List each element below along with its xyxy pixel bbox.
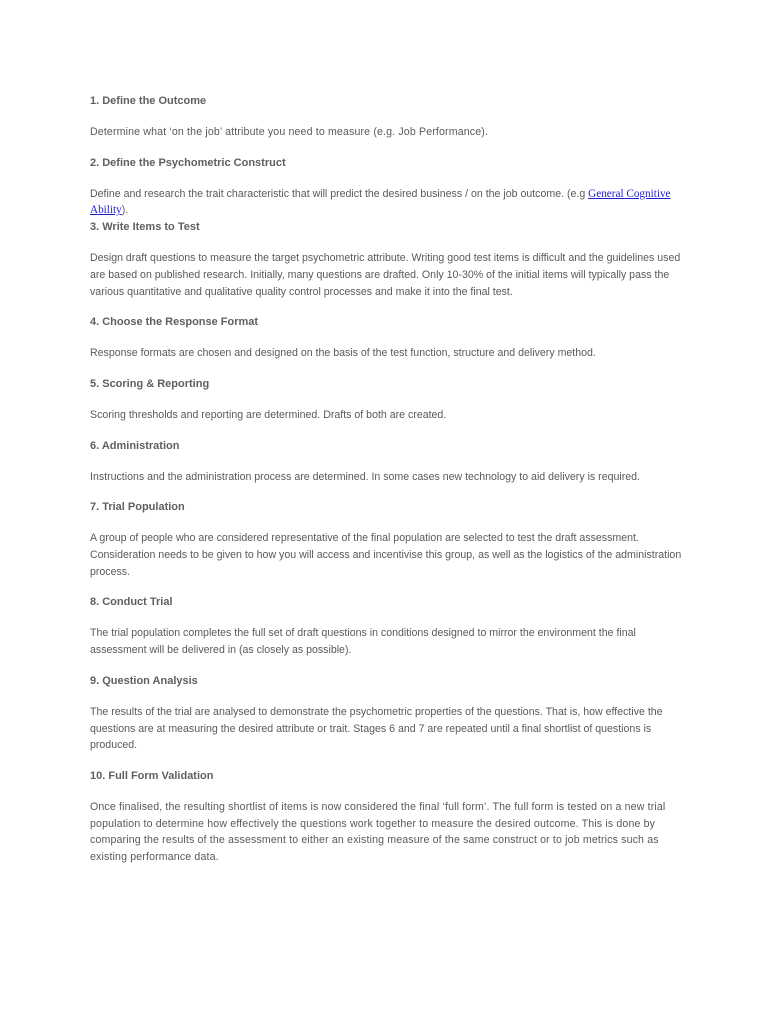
para-psychometric-construct [90,186,682,219]
para-construct-text-before: Define and research the trait characteristic that will predict the desired business / on the job outcome. (e.g [90,187,589,200]
para-construct-text-after: ). [121,204,129,217]
heading-define-outcome: 1. Define the Outcome [90,95,207,107]
heading-scoring-reporting: 5. Scoring & Reporting [90,377,210,390]
heading-question-analysis: 9. Question Analysis [90,674,198,687]
para-administration: Instructions and the administration process are determined. In some cases new technology to aid delivery is required. [90,470,640,483]
heading-response-format: 4. Choose the Response Format [90,316,259,329]
para-scoring-reporting: Scoring thresholds and reporting are determined. Drafts of both are created. [90,408,447,421]
heading-psychometric-construct: 2. Define the Psychometric Construct [90,156,286,169]
heading-trial-population: 7. Trial Population [90,501,185,514]
heading-administration: 6. Administration [90,439,180,452]
para-trial-population: A group of people who are considered representative of the final population are selected to test the draft assessment. Consideration needs to be given to how you will access and incentivise this group, as well as the logistics of the administration process. [90,532,682,578]
para-full-form-validation: Once finalised, the resulting shortlist of items is now considered the final ‘full form’. The full form is tested on a new trial population to determine how effectively the questions work together to measure the desired outcome. This is done by comparing the results of the assessment to either an existing measure of the same construct or to job metrics such as existing performance data. [90,800,666,864]
heading-full-form-validation: 10. Full Form Validation [90,769,214,782]
para-response-format: Response formats are chosen and designed on the basis of the test function, structure and delivery method. [90,347,596,360]
heading-conduct-trial: 8. Conduct Trial [90,596,173,609]
heading-write-items: 3. Write Items to Test [90,221,200,234]
para-define-outcome: Determine what ‘on the job’ attribute you need to measure (e.g. Job Performance). [90,126,489,138]
para-write-items: Design draft questions to measure the target psychometric attribute. Writing good test items is difficult and the guidelines used are based on published research. Initially, many questions are drafted. Only 10-30% of the initial items will typically pass the various quantitative and qualitative quality control processes and make it into the final test. [90,252,681,298]
general-cognitive-ability-link[interactable]: General Cognitive Ability [90,187,671,217]
para-conduct-trial: The trial population completes the full set of draft questions in conditions designed to mirror the environment the final assessment will be delivered in (as closely as possible). [90,627,636,657]
para-question-analysis: The results of the trial are analysed to demonstrate the psychometric properties of the questions. That is, how effective the questions are at measuring the desired attribute or trait. Stages 6 and 7 are repeated until a final shortlist of questions is produced. [90,705,663,752]
document-body [90,93,682,880]
